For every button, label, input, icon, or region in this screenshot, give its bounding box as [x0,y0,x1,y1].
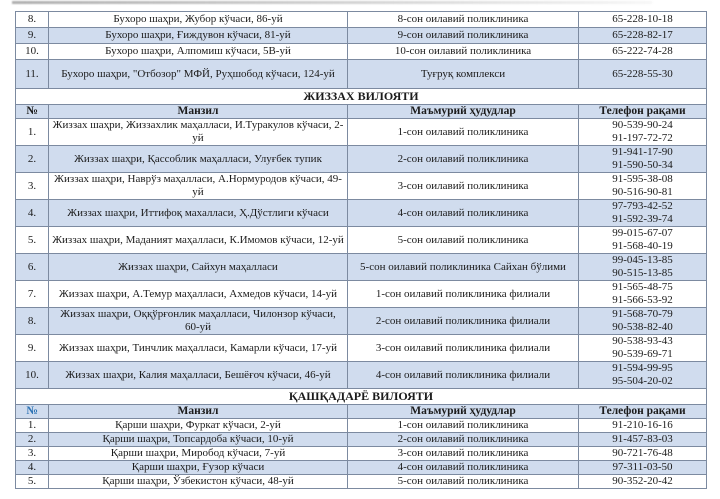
row-number-cell: 4. [16,200,49,227]
phone-cell [579,362,707,389]
row-number-cell: 8. [16,308,49,335]
phone-cell [579,419,707,433]
phone-number: 91-568-40-19 [612,240,673,252]
phone-number: 91-592-39-74 [612,213,673,225]
table-row [16,447,707,461]
phone-number: 97-793-42-52 [612,200,673,212]
phone-number: 65-228-55-30 [612,67,673,80]
row-number-cell: 2. [16,433,49,447]
phone-cell [579,308,707,335]
phone-cell [579,28,707,44]
phone-cell [579,461,707,475]
phone-number: 65-222-74-28 [612,45,673,57]
territory-cell: 1-сон оилавий поликлиника филиали [348,281,579,308]
row-number-cell: 3. [16,173,49,200]
phone-cell [579,12,707,28]
row-number-cell: 8. [16,12,49,28]
phone-number: 91-590-50-34 [612,159,673,171]
phone-number: 91-594-99-95 [612,362,673,374]
phone-cell [579,60,707,89]
row-number-cell: 1. [16,419,49,433]
column-header-phone: Телефон рақами [579,405,707,419]
phone-number: 91-457-83-03 [612,433,673,445]
phone-number: 90-721-76-48 [612,447,673,459]
table-row [16,12,707,28]
table-row [16,254,707,281]
phone-cell [579,254,707,281]
phone-number: 65-228-10-18 [612,13,673,25]
territory-cell: 2-сон оилавий поликлиника [348,146,579,173]
address-cell: Жиззах шаҳри, Қассоблик маҳалласи, Улуғбек тупик [49,146,348,173]
phone-number: 91-595-38-08 [612,173,673,185]
address-cell: Қарши шаҳри, Миробод кўчаси, 7-уй [49,447,348,461]
phone-cell [579,44,707,60]
territory-cell: 3-сон оилавий поликлиника [348,173,579,200]
table-row [16,44,707,60]
address-cell: Қарши шаҳри, Топсардоба кўчаси, 10-уй [49,433,348,447]
row-number-cell: 11. [16,60,49,89]
address-cell: Жиззах шаҳри, Маданият маҳалласи, К.Имомов кўчаси, 12-уй [49,227,348,254]
territory-cell: Туғруқ комплекси [348,60,579,89]
phone-number: 91-566-53-92 [612,294,673,306]
address-cell: Қарши шаҳри, Ўзбекистон кўчаси, 48-уй [49,475,348,489]
address-cell: Жиззах шаҳри, Наврўз маҳалласи, А.Нормуродов кўчаси, 49-уй [49,173,348,200]
phone-number: 65-228-82-17 [612,29,673,41]
phone-number: 90-516-90-81 [612,186,673,198]
address-cell: Бухоро шаҳри, Алпомиш кўчаси, 5В-уй [49,44,348,60]
territory-cell: 2-сон оилавий поликлиника филиали [348,308,579,335]
territory-cell: 4-сон оилавий поликлиника [348,200,579,227]
phone-number: 90-515-13-85 [612,267,673,279]
territory-cell: 1-сон оилавий поликлиника [348,119,579,146]
column-header-phone: Телефон рақами [579,105,707,119]
address-cell: Жиззах шаҳри, Жиззахлик маҳалласи, И.Туракулов кўчаси, 2-уй [49,119,348,146]
table-row [16,308,707,335]
phone-number: 90-539-69-71 [612,348,673,360]
column-header-row [16,105,707,119]
phone-number: 99-045-13-85 [612,254,673,266]
address-cell: Жиззах шаҳри, Оққўрғонлик маҳалласи, Чилонзор кўчаси, 60-уй [49,308,348,335]
table-row [16,281,707,308]
address-cell: Жиззах шаҳри, Сайхун маҳалласи [49,254,348,281]
phone-number: 95-504-20-02 [612,375,673,387]
territory-cell: 2-сон оилавий поликлиника [348,433,579,447]
table-row [16,461,707,475]
table-row [16,28,707,44]
phone-number: 91-568-70-79 [612,308,673,320]
phone-cell [579,281,707,308]
row-number-cell: 5. [16,475,49,489]
territory-cell: 8-сон оилавий поликлиника [348,12,579,28]
row-number-cell: 7. [16,281,49,308]
phone-cell [579,200,707,227]
phone-cell [579,227,707,254]
column-header-territory: Маъмурий ҳудудлар [348,405,579,419]
table-row [16,335,707,362]
phone-number: 99-015-67-07 [612,227,673,239]
column-header-address: Манзил [49,405,348,419]
phone-number: 91-941-17-90 [612,146,673,158]
phone-number: 90-352-20-42 [612,475,673,487]
phone-cell [579,146,707,173]
phone-number: 91-210-16-16 [612,419,673,431]
row-number-cell: 5. [16,227,49,254]
phone-number: 91-565-48-75 [612,281,673,293]
table-row [16,119,707,146]
column-header-row [16,405,707,419]
row-number-cell: 2. [16,146,49,173]
territory-cell: 5-сон оилавий поликлиника [348,227,579,254]
table-row [16,60,707,89]
territory-cell: 1-сон оилавий поликлиника [348,419,579,433]
row-number-cell: 9. [16,28,49,44]
address-cell: Жиззах шаҳри, Калия маҳалласи, Бешёғоч кўчаси, 46-уй [49,362,348,389]
address-cell: Қарши шаҳри, Ғузор кўчаси [49,461,348,475]
column-header-num: № [16,105,49,119]
table-row [16,362,707,389]
row-number-cell: 6. [16,254,49,281]
territory-cell: 5-сон оилавий поликлиника Сайхан бўлими [348,254,579,281]
address-cell: Жиззах шаҳри, Иттифоқ махалласи, Ҳ.Дўстлиги кўчаси [49,200,348,227]
table-row [16,146,707,173]
table-row [16,200,707,227]
phone-number: 91-197-72-72 [612,132,673,144]
clinics-table [15,11,707,489]
row-number-cell: 9. [16,335,49,362]
column-header-address: Манзил [49,105,348,119]
clinics-table-body [16,12,707,489]
phone-cell [579,173,707,200]
phone-cell [579,447,707,461]
address-cell: Бухоро шаҳри, Ғиждувон кўчаси, 81-уй [49,28,348,44]
table-row [16,433,707,447]
phone-cell [579,119,707,146]
region-title: ҚАШҚАДАРЁ ВИЛОЯТИ [16,389,707,405]
table-row [16,419,707,433]
row-number-cell: 1. [16,119,49,146]
region-title-row [16,389,707,405]
territory-cell: 3-сон оилавий поликлиника филиали [348,335,579,362]
phone-number: 97-311-03-50 [612,461,673,473]
phone-number: 90-538-82-40 [612,321,673,333]
table-row [16,173,707,200]
table-row [16,227,707,254]
row-number-cell: 10. [16,44,49,60]
territory-cell: 4-сон оилавий поликлиника филиали [348,362,579,389]
address-cell: Бухоро шаҳри, "Отбозор" МФЙ, Руҳшобод кўчаси, 124-уй [49,60,348,89]
region-title-row [16,89,707,105]
address-cell: Жиззах шаҳри, Тинчлик маҳалласи, Камарли кўчаси, 17-уй [49,335,348,362]
row-number-cell: 4. [16,461,49,475]
cut-off-previous-row-edge [12,1,652,4]
column-header-num: № [16,405,49,419]
territory-cell: 9-сон оилавий поликлиника [348,28,579,44]
territory-cell: 3-сон оилавий поликлиника [348,447,579,461]
table-row [16,475,707,489]
row-number-cell: 3. [16,447,49,461]
address-cell: Жиззах шаҳри, А.Темур маҳалласи, Ахмедов кўчаси, 14-уй [49,281,348,308]
phone-cell [579,335,707,362]
territory-cell: 5-сон оилавий поликлиника [348,475,579,489]
phone-number: 90-539-90-24 [612,119,673,131]
address-cell: Қарши шаҳри, Фуркат кўчаси, 2-уй [49,419,348,433]
row-number-cell: 10. [16,362,49,389]
phone-cell [579,433,707,447]
territory-cell: 10-сон оилавий поликлиника [348,44,579,60]
territory-cell: 4-сон оилавий поликлиника [348,461,579,475]
column-header-territory: Маъмурий ҳудудлар [348,105,579,119]
address-cell: Бухоро шаҳри, Жубор кўчаси, 86-уй [49,12,348,28]
region-title: ЖИЗЗАХ ВИЛОЯТИ [16,89,707,105]
phone-cell [579,475,707,489]
phone-number: 90-538-93-43 [612,335,673,347]
